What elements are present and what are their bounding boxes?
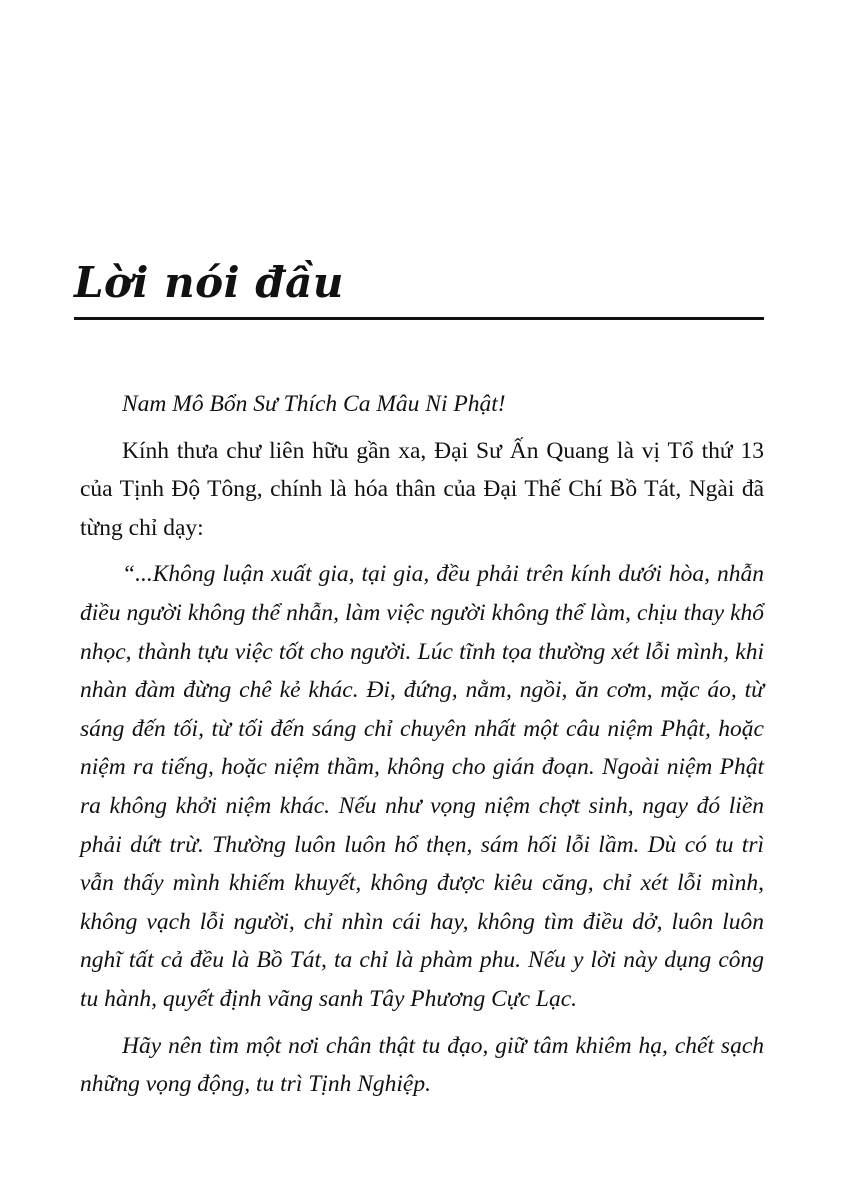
heading-underline xyxy=(74,317,764,320)
invocation-paragraph: Nam Mô Bổn Sư Thích Ca Mâu Ni Phật! xyxy=(122,391,506,417)
chapter-heading xyxy=(74,250,764,322)
chapter-title: Lời nói đầu xyxy=(74,258,344,307)
body-text xyxy=(80,385,764,1104)
quote-paragraph: “...Không luận xuất gia, tại gia, đều phải trên kính dưới hòa, nhẫn điều người không thể nhẫn, làm việc người không thể làm, chịu thay khổ nhọc, thành tựu việc tốt cho người. Lúc tĩnh tọa thường xét lỗi mình, khi nhàn đàm đừng chê kẻ khác. Đi, đứng, nằm, ngồi, ăn cơm, mặc áo, từ sáng đến tối, từ tối đến sáng chỉ chuyên nhất một câu niệm Phật, hoặc niệm ra tiếng, hoặc niệm thầm, không cho gián đoạn. Ngoài niệm Phật ra không khởi niệm khác. Nếu như vọng niệm chợt sinh, ngay đó liền phải dứt trừ. Thường luôn luôn hổ thẹn, sám hối lỗi lầm. Dù có tu trì vẫn thấy mình khiếm khuyết, không được kiêu căng, chỉ xét lỗi mình, không vạch lỗi người, chỉ nhìn cái hay, không tìm điều dở, luôn luôn nghĩ tất cả đều là Bồ Tát, ta chỉ là phàm phu. Nếu y lời này dụng công tu hành, quyết định vãng sanh Tây Phương Cực Lạc. xyxy=(80,561,764,1012)
closing-paragraph: Hãy nên tìm một nơi chân thật tu đạo, giữ tâm khiêm hạ, chết sạch những vọng động, tu trì Tịnh Nghiệp. xyxy=(80,1032,764,1098)
intro-paragraph: Kính thưa chư liên hữu gần xa, Đại Sư Ấn Quang là vị Tổ thứ 13 của Tịnh Độ Tông, chính là hóa thân của Đại Thế Chí Bồ Tát, Ngài đã từng chỉ dạy: xyxy=(80,437,764,541)
